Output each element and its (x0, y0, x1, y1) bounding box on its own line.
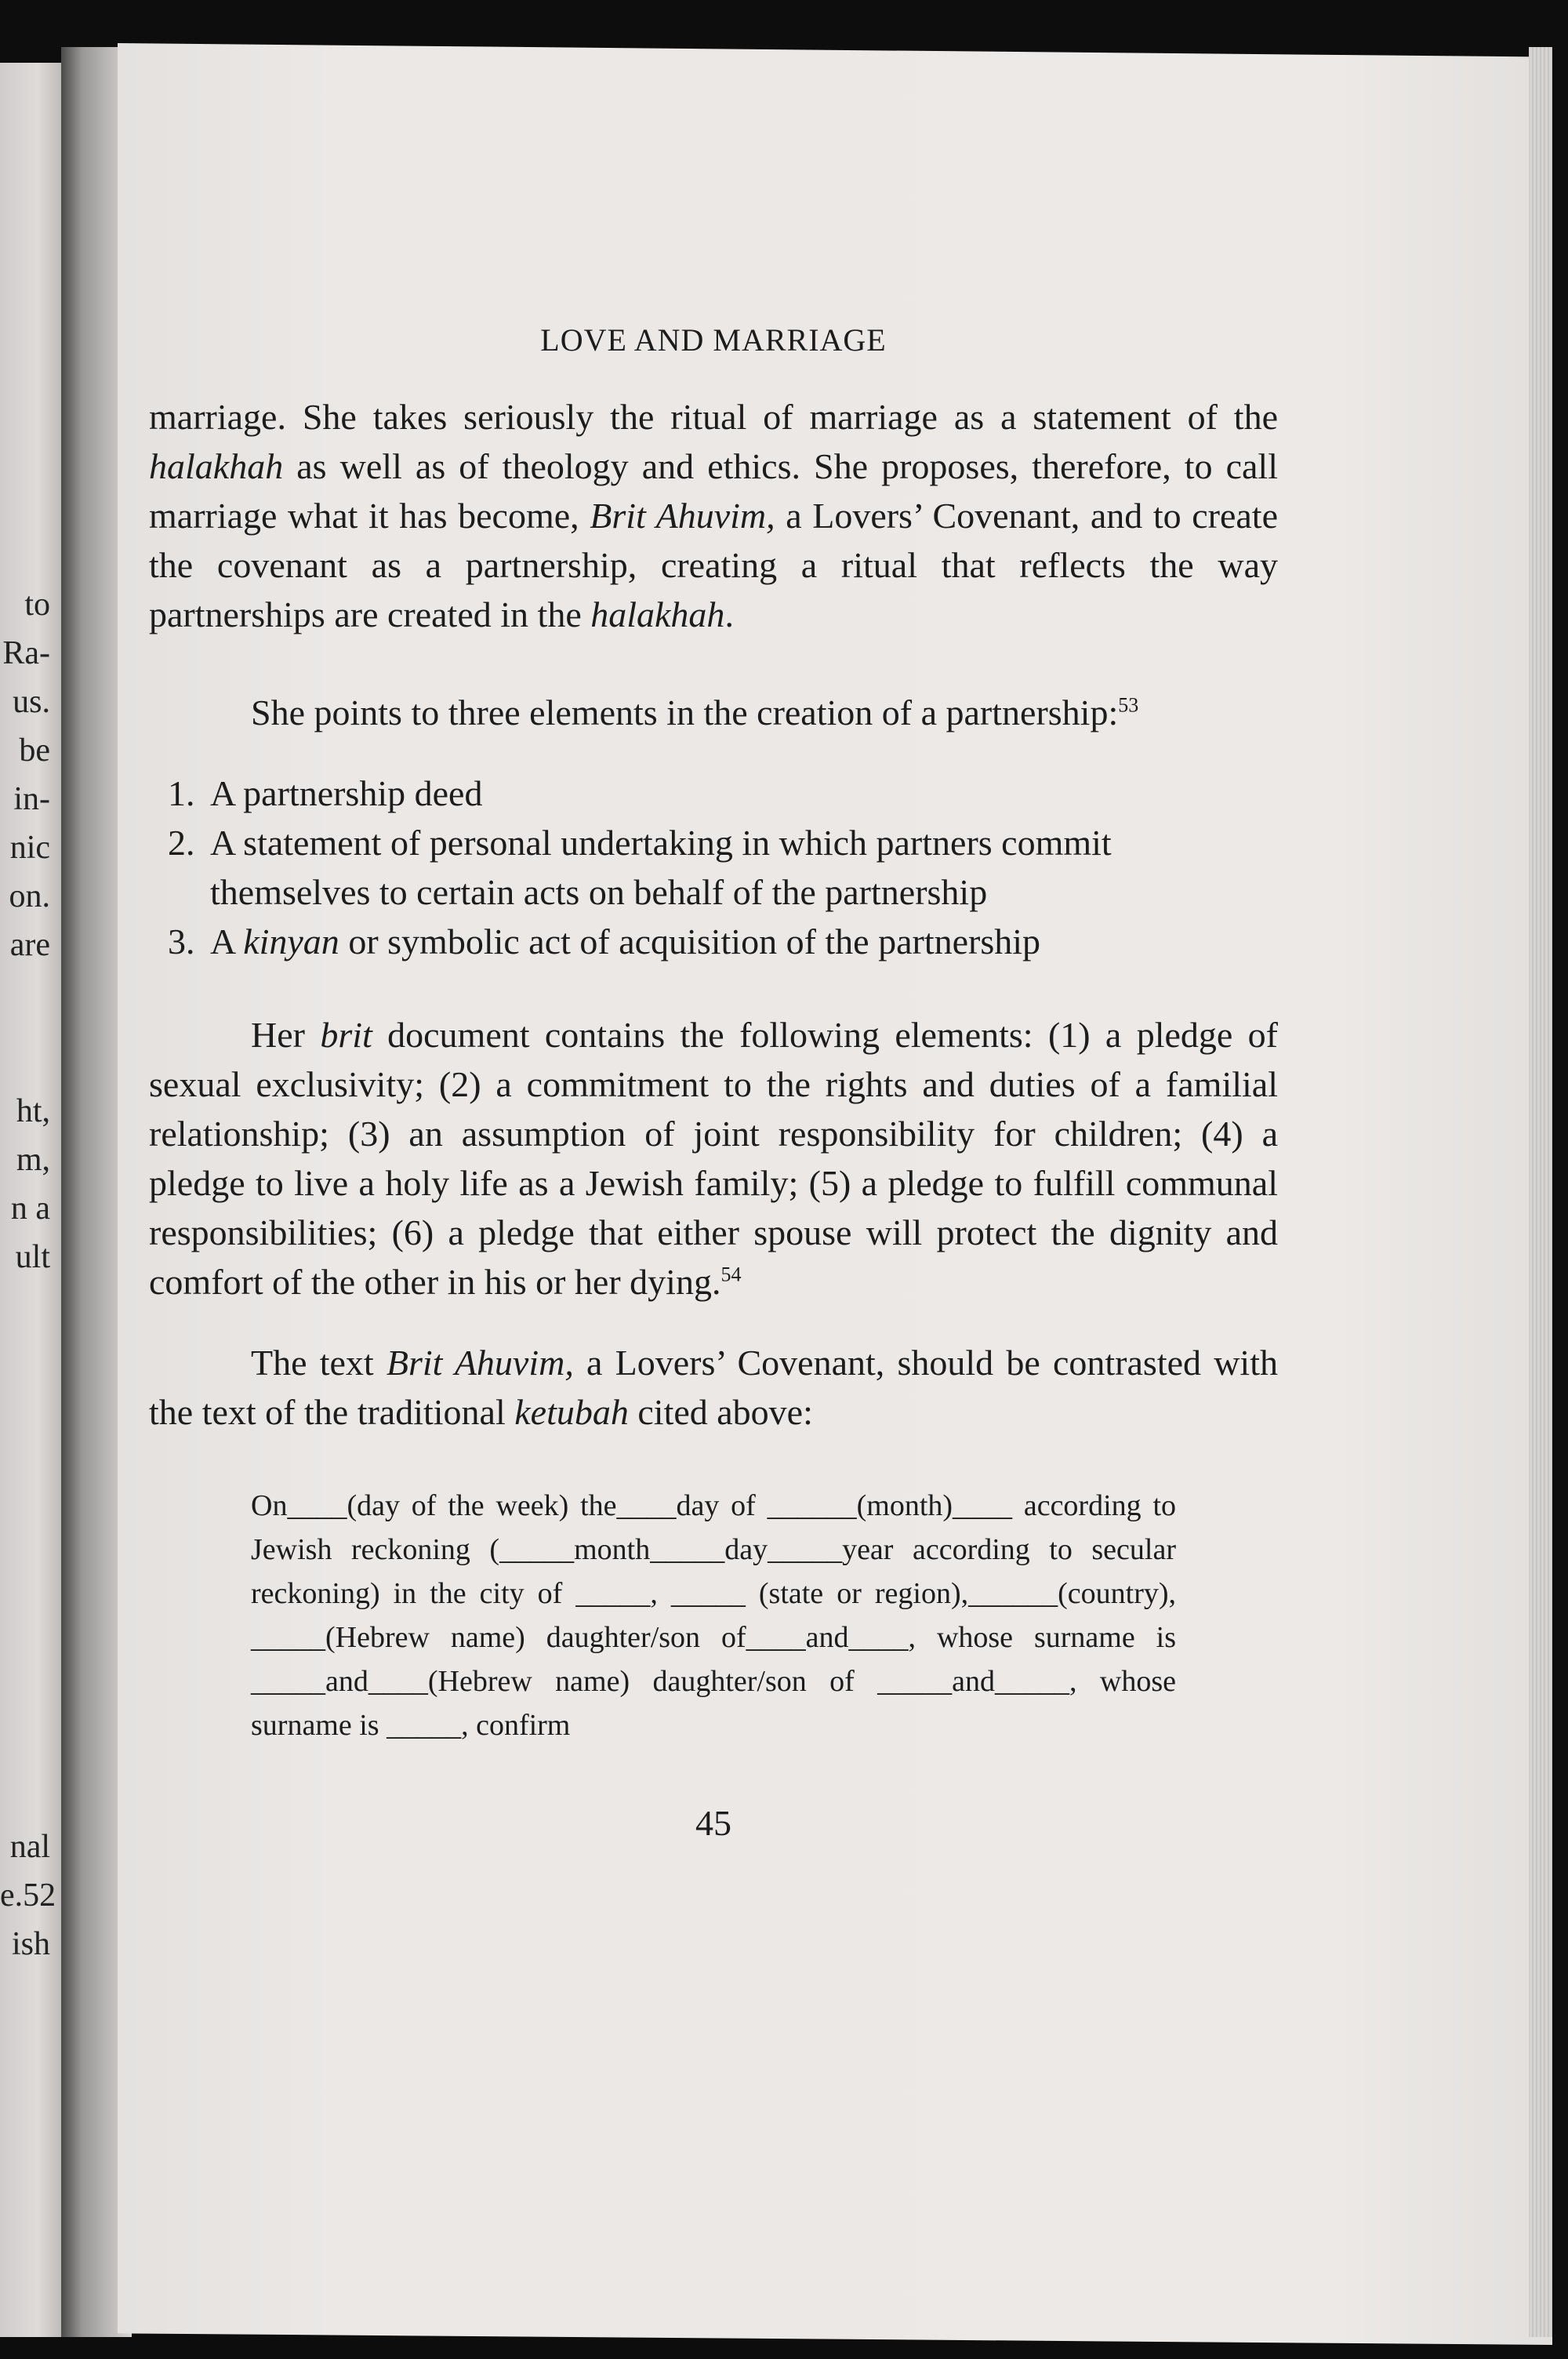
left-fragment: Ra- (2, 635, 50, 671)
italic-term: halakhah (149, 446, 284, 486)
list-item-text: A statement of personal undertaking in which partners commit themselves to certain acts on behalf of the partnership (210, 823, 1112, 912)
text-span: a Lovers’ Covenant, should be contrasted with the text of the traditional (149, 1343, 1278, 1432)
paragraph (149, 688, 1278, 737)
elements-list (149, 769, 1278, 966)
left-fragment: are (9, 927, 50, 963)
list-item (204, 769, 1278, 818)
left-fragment: to (24, 587, 50, 623)
text-span: marriage. She takes seriously the ritual of marriage as a statement of the (149, 397, 1278, 437)
paragraph (149, 392, 1278, 639)
text-span: document contains the following elements: (1) a pledge of sexual exclusivity; (2) a commitment to the rights and duties of a familial relationship; (3) an assumption of joint responsibility for children; (4) a pledge to live a holy life as a Jewish family; (5) a pledge to fulfill communal responsibilities; (6) a pledge that either spouse will protect the dignity and comfort of the other in his or her dying. (149, 1015, 1278, 1302)
footnote-ref[interactable]: 54 (720, 1263, 742, 1286)
left-page (0, 63, 63, 2337)
italic-term: Brit Ahuvim, (386, 1343, 574, 1383)
italic-term: kinyan (243, 921, 339, 961)
left-fragment: n a (10, 1190, 50, 1227)
left-page-text (0, 580, 63, 1968)
page-content (149, 322, 1278, 1844)
page-edges (1529, 47, 1552, 2337)
left-fragment: in- (13, 781, 50, 817)
running-head: LOVE AND MARRIAGE (540, 322, 887, 358)
left-fragment: nal (9, 1829, 50, 1865)
text-span: . (724, 594, 734, 634)
list-item (204, 818, 1278, 917)
paragraph (149, 1010, 1278, 1307)
italic-term: halakhah (590, 594, 725, 634)
text-span: Her (251, 1015, 321, 1055)
list-item-text: A partnership deed (210, 773, 483, 813)
list-item (204, 917, 1278, 966)
footnote-ref[interactable]: 53 (1118, 693, 1139, 717)
left-fragment: ish (11, 1926, 50, 1962)
list-item-text: or symbolic act of acquisition of the partnership (339, 921, 1041, 961)
text-span: a Lovers’ Covenant, and to create the covenant as a partnership, creating a ritual that reflects the way partnerships are created in the (149, 496, 1278, 634)
italic-term: ketubah (514, 1392, 629, 1432)
left-fragment: e.52 (0, 1877, 56, 1914)
italic-term: brit (320, 1015, 372, 1055)
italic-term: Brit Ahuvim, (590, 496, 775, 536)
left-fragment: nic (9, 830, 50, 866)
left-fragment: ult (15, 1239, 50, 1275)
covenant-form-text: On____(day of the week) the____day of ______(month)____ according to Jewish reckoning (_____month_____day_____year according to secular reckoning) in the city of _____, _____ (state or region),______(country), _____(Hebrew name) daughter/son of____and____, whose surname is _____and____(Hebrew name) daughter/son of _____and_____, whose surname is _____, confirm (251, 1489, 1176, 1742)
left-fragment: ht, (16, 1093, 50, 1129)
text-span: She points to three elements in the creation of a partnership: (251, 692, 1119, 732)
page-number: 45 (695, 1803, 731, 1843)
left-fragment: be (19, 732, 50, 769)
left-fragment: m, (16, 1142, 50, 1178)
left-fragment: on. (9, 878, 50, 914)
text-span: cited above: (628, 1392, 813, 1432)
text-span: as well as of theology and ethics. She proposes, therefore, to call marriage what it has become, (149, 446, 1278, 536)
text-span: The text (251, 1343, 387, 1383)
left-fragment: us. (13, 684, 50, 720)
list-item-text: A (210, 921, 244, 961)
paragraph (149, 1338, 1278, 1437)
